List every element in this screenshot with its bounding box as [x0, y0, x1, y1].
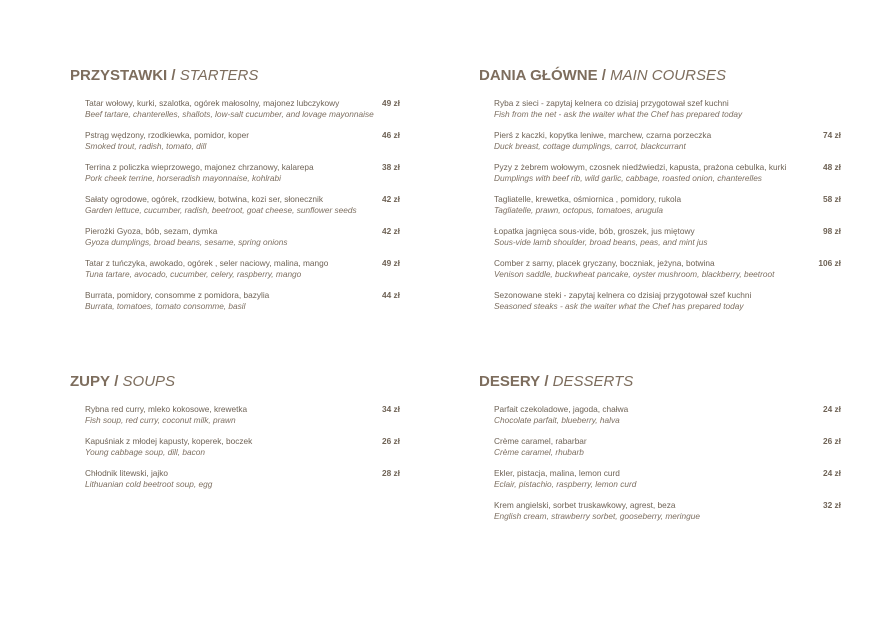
item-price: 38 zł — [382, 162, 400, 172]
item-name-pl: Ryba z sieci - zapytaj kelnera co dzisiaj przygotował szef kuchni — [494, 98, 729, 108]
menu-item — [494, 226, 841, 258]
item-name-pl: Ekler, pistacja, malina, lemon curd — [494, 468, 620, 478]
item-price: 48 zł — [823, 162, 841, 172]
item-price: 28 zł — [382, 468, 400, 478]
section-title-en: SOUPS — [122, 373, 176, 390]
item-name-pl: Pyzy z żebrem wołowym, czosnek niedźwiedzi, kapusta, prażona cebulka, kurki — [494, 162, 787, 172]
item-price: 32 zł — [823, 500, 841, 510]
section-title-separator: / — [171, 67, 176, 84]
item-name-pl: Tatar z tuńczyka, awokado, ogórek , seler naciowy, malina, mango — [85, 258, 329, 268]
menu-item — [85, 258, 400, 290]
section-title-desserts — [479, 372, 841, 392]
menu-item — [85, 98, 400, 130]
section-title-pl: PRZYSTAWKI — [70, 67, 168, 84]
item-price: 74 zł — [823, 130, 841, 140]
item-price: 34 zł — [382, 404, 400, 414]
item-name-en: Fish soup, red curry, coconut milk, prawn — [85, 415, 236, 425]
desserts-section — [479, 372, 841, 532]
item-name-en: Tuna tartare, avocado, cucumber, celery, raspberry, mango — [85, 269, 302, 279]
item-name-pl: Crème caramel, rabarbar — [494, 436, 587, 446]
item-name-en: Seasoned steaks - ask the waiter what the Chef has prepared today — [494, 301, 744, 311]
section-title-pl: DESERY — [479, 373, 541, 390]
item-price: 106 zł — [818, 258, 841, 268]
item-name-en: Chocolate parfait, blueberry, halva — [494, 415, 620, 425]
item-price: 42 zł — [382, 194, 400, 204]
section-title-starters — [70, 66, 400, 86]
item-name-en: Eclair, pistachio, raspberry, lemon curd — [494, 479, 637, 489]
item-name-en: Fish from the net - ask the waiter what the Chef has prepared today — [494, 109, 743, 119]
starters-section — [70, 66, 400, 322]
item-price: 24 zł — [823, 468, 841, 478]
item-name-en: Beef tartare, chanterelles, shallots, low-salt cucumber, and lovage mayonnaise — [85, 109, 374, 119]
menu-item — [85, 226, 400, 258]
item-name-en: Duck breast, cottage dumplings, carrot, blackcurrant — [494, 141, 686, 151]
item-name-pl: Tagliatelle, krewetka, ośmiornica , pomidory, rukola — [494, 194, 682, 204]
menu-item — [494, 436, 841, 468]
menu-item — [494, 258, 841, 290]
item-name-pl: Sezonowane steki - zapytaj kelnera co dzisiaj przygotował szef kuchni — [494, 290, 752, 300]
item-price: 44 zł — [382, 290, 400, 300]
section-title-pl: ZUPY — [70, 373, 111, 390]
menu-item — [494, 162, 841, 194]
section-title-soups — [70, 372, 400, 392]
item-price: 26 zł — [823, 436, 841, 446]
section-title-en: STARTERS — [179, 67, 259, 84]
item-name-en: Lithuanian cold beetroot soup, egg — [85, 479, 213, 489]
item-price: 24 zł — [823, 404, 841, 414]
item-name-pl: Pstrąg wędzony, rzodkiewka, pomidor, koper — [85, 130, 250, 140]
item-price: 58 zł — [823, 194, 841, 204]
menu-item — [494, 500, 841, 532]
item-name-pl: Terrina z policzka wieprzowego, majonez chrzanowy, kalarepa — [85, 162, 314, 172]
item-name-pl: Sałaty ogrodowe, ogórek, rzodkiew, botwina, kozi ser, słonecznik — [85, 194, 323, 204]
main-courses-list — [479, 98, 841, 322]
item-price: 42 zł — [382, 226, 400, 236]
section-title-separator: / — [544, 373, 549, 390]
item-name-pl: Kapuśniak z młodej kapusty, koperek, boczek — [85, 436, 253, 446]
menu-item — [494, 194, 841, 226]
menu-item — [494, 98, 841, 130]
section-title-separator: / — [601, 67, 606, 84]
item-price: 98 zł — [823, 226, 841, 236]
menu-item — [85, 194, 400, 226]
item-name-en: Venison saddle, buckwheat pancake, oyster mushroom, blackberry, beetroot — [494, 269, 775, 279]
menu-item — [85, 162, 400, 194]
menu-item — [85, 436, 400, 468]
item-name-en: Smoked trout, radish, tomato, dill — [85, 141, 207, 151]
section-title-en: DESSERTS — [552, 373, 634, 390]
item-name-pl: Krem angielski, sorbet truskawkowy, agrest, beza — [494, 500, 676, 510]
item-name-en: Pork cheek terrine, horseradish mayonnaise, kohlrabi — [85, 173, 281, 183]
item-name-en: Tagliatelle, prawn, octopus, tomatoes, arugula — [494, 205, 663, 215]
menu-item — [85, 404, 400, 436]
item-name-en: Dumplings with beef rib, wild garlic, cabbage, roasted onion, chanterelles — [494, 173, 762, 183]
section-title-en: MAIN COURSES — [610, 67, 726, 84]
item-name-pl: Rybna red curry, mleko kokosowe, krewetka — [85, 404, 248, 414]
item-price: 49 zł — [382, 258, 400, 268]
menu-item — [494, 130, 841, 162]
starters-list — [70, 98, 400, 322]
item-name-pl: Chłodnik litewski, jajko — [85, 468, 169, 478]
menu-item — [494, 468, 841, 500]
item-price: 46 zł — [382, 130, 400, 140]
item-name-pl: Comber z sarny, placek gryczany, boczniak, jeżyna, botwina — [494, 258, 715, 268]
desserts-list — [479, 404, 841, 532]
item-name-en: Garden lettuce, cucumber, radish, beetroot, goat cheese, sunflower seeds — [85, 205, 357, 215]
soups-section — [70, 372, 400, 500]
item-name-en: Crème caramel, rhubarb — [494, 447, 584, 457]
item-price: 49 zł — [382, 98, 400, 108]
section-title-separator: / — [114, 373, 119, 390]
soups-list — [70, 404, 400, 500]
item-name-en: Sous-vide lamb shoulder, broad beans, peas, and mint jus — [494, 237, 708, 247]
menu-item — [494, 290, 841, 322]
section-title-main-courses — [479, 66, 841, 86]
section-title-pl: DANIA GŁÓWNE — [479, 67, 598, 84]
item-name-pl: Pierożki Gyoza, bób, sezam, dymka — [85, 226, 218, 236]
main-courses-section — [479, 66, 841, 322]
item-name-en: English cream, strawberry sorbet, gooseberry, meringue — [494, 511, 700, 521]
item-name-en: Burrata, tomatoes, tomato consomme, basil — [85, 301, 246, 311]
item-name-en: Gyoza dumplings, broad beans, sesame, spring onions — [85, 237, 288, 247]
item-name-pl: Łopatka jagnięca sous-vide, bób, groszek, jus miętowy — [494, 226, 695, 236]
menu-item — [85, 130, 400, 162]
item-price: 26 zł — [382, 436, 400, 446]
item-name-en: Young cabbage soup, dill, bacon — [85, 447, 205, 457]
item-name-pl: Pierś z kaczki, kopytka leniwe, marchew, czarna porzeczka — [494, 130, 712, 140]
item-name-pl: Burrata, pomidory, consomme z pomidora, bazylia — [85, 290, 270, 300]
item-name-pl: Parfait czekoladowe, jagoda, chałwa — [494, 404, 629, 414]
menu-item — [494, 404, 841, 436]
item-name-pl: Tatar wołowy, kurki, szalotka, ogórek małosolny, majonez lubczykowy — [85, 98, 340, 108]
menu-item — [85, 468, 400, 500]
menu-item — [85, 290, 400, 322]
